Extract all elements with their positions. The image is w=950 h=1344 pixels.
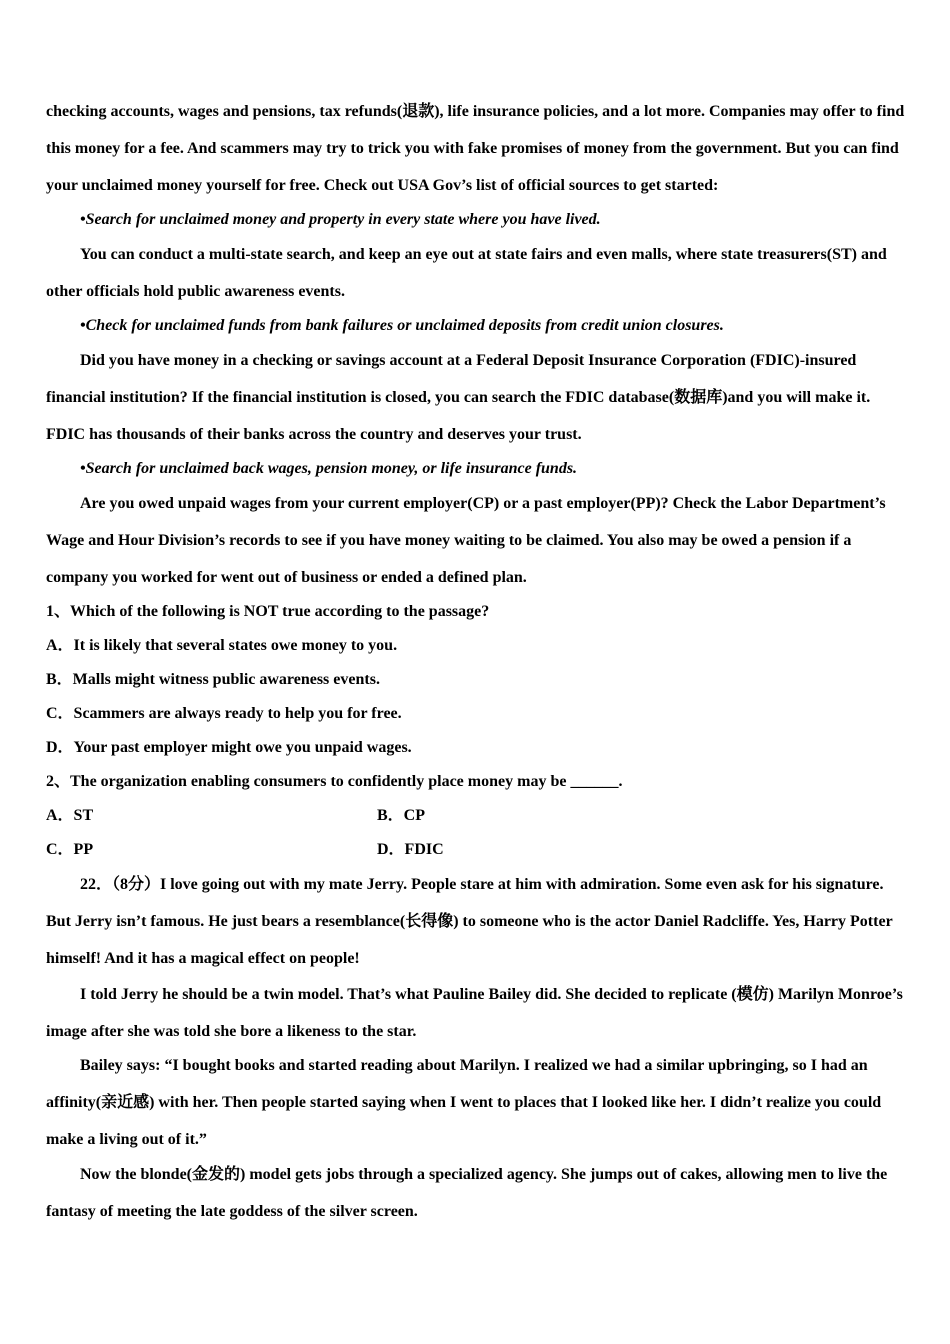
question2-stem: 2、The organization enabling consumers to confidently place money may be ______. (46, 773, 623, 790)
question2-option-d: D．FDIC (377, 841, 444, 858)
passage1-bullet-1: •Search for unclaimed money and property in every state where you have lived. (80, 211, 601, 228)
passage2-paragraph-2: I told Jerry he should be a twin model. That’s what Pauline Bailey did. She decided to replicate (模仿) Marilyn Monroe’s image after she was told she bore a likeness to the star. (46, 986, 903, 1040)
passage1-bullet-2: •Check for unclaimed funds from bank failures or unclaimed deposits from credit union closures. (80, 317, 724, 334)
question1-option-a: A．It is likely that several states owe money to you. (46, 637, 398, 654)
passage1-states-paragraph: You can conduct a multi-state search, and keep an eye out at state fairs and even malls, where state treasurers(ST) and other officials hold public awareness events. (46, 246, 887, 300)
question2-option-c: C．PP (46, 841, 94, 858)
passage1-intro-paragraph: checking accounts, wages and pensions, tax refunds(退款), life insurance policies, and a lot more. Companies may offer to find this money for a fee. And scammers may try to trick you with fake promises of money from the government. But you can find your unclaimed money yourself for free. Check out USA Gov’s list of official sources to get started: (46, 103, 905, 194)
question1-option-d: D．Your past employer might owe you unpaid wages. (46, 739, 412, 756)
question1-option-c: C．Scammers are always ready to help you for free. (46, 705, 402, 722)
passage2-paragraph-3: Bailey says: “I bought books and started reading about Marilyn. I realized we had a similar upbringing, so I had an affinity(亲近感) with her. Then people started saying when I went to places that I looked like her. I didn’t realize you could make a living out of it.” (46, 1057, 882, 1148)
passage1-bullet-3: •Search for unclaimed back wages, pension money, or life insurance funds. (80, 460, 578, 477)
question2-option-a: A．ST (46, 807, 94, 824)
question2-option-b: B．CP (377, 807, 426, 824)
passage2-paragraph-1: 22．（8分）I love going out with my mate Jerry. People stare at him with admiration. Some even ask for his signature. But Jerry isn’t famous. He just bears a resemblance(长得像) to someone who is the actor Daniel Radcliffe. Yes, Harry Potter himself! And it has a magical effect on people! (46, 876, 893, 967)
question1-option-b: B．Malls might witness public awareness events. (46, 671, 380, 688)
passage1-fdic-paragraph: Did you have money in a checking or savings account at a Federal Deposit Insurance Corporation (FDIC)-insured financial institution? If the financial institution is closed, you can search the FDIC database(数据库)and you will make it. FDIC has thousands of their banks across the country and deserves your trust. (46, 352, 871, 443)
passage1-wages-paragraph: Are you owed unpaid wages from your current employer(CP) or a past employer(PP)? Check the Labor Department’s Wage and Hour Division’s records to see if you have money waiting to be claimed. You also may be owed a pension if a company you worked for went out of business or ended a defined plan. (46, 495, 886, 586)
question1-stem: 1、Which of the following is NOT true according to the passage? (46, 603, 490, 620)
passage2-paragraph-4: Now the blonde(金发的) model gets jobs through a specialized agency. She jumps out of cakes, allowing men to live the fantasy of meeting the late goddess of the silver screen. (46, 1166, 888, 1220)
